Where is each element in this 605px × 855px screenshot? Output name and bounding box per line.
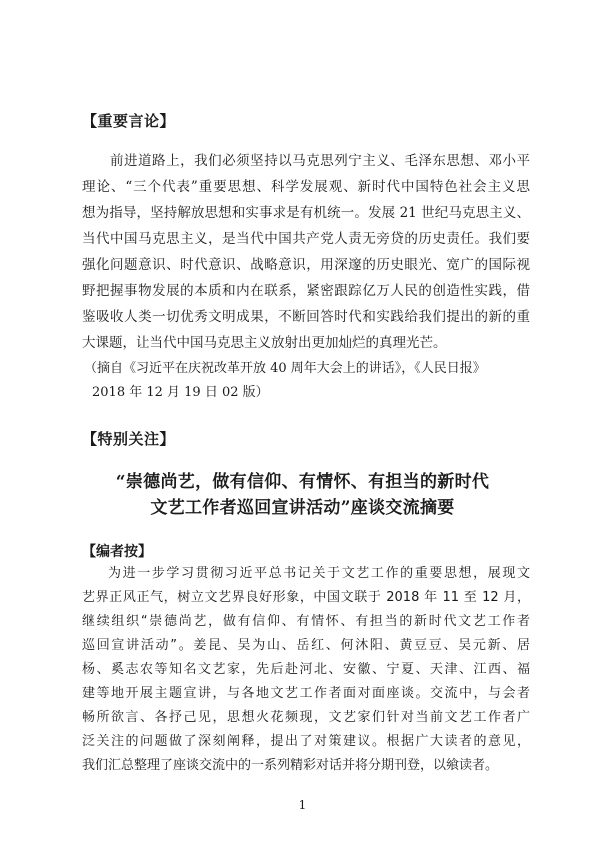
page-number: 1 [298,798,307,812]
section-heading-important-remarks: 【重要言论】 [82,112,176,130]
editor-note-line: 杨、奚志农等知名文艺家，先后赴河北、安徽、宁夏、天津、江西、福 [82,662,530,677]
editor-note-line: 继续组织“崇德尚艺，做有信仰、有情怀、有担当的新时代文艺工作者 [82,614,530,629]
source-citation-date: 2018 年 12 月 19 日 02 版） [92,385,269,400]
paragraph-line: 强化问题意识、时代意识、战略意识，用深邃的历史眼光、宽广的国际视 [82,257,530,273]
article-title-line-2: 文艺工作者巡回宣讲活动”座谈交流摘要 [150,498,455,518]
editor-note-line: 畅所欲言、各抒己见，思想火花频现，文艺家们针对当前文艺工作者广 [82,710,530,725]
editor-note-line: 艺界正风正气，树立文艺界良好形象，中国文联于 2018 年 11 至 12 月， [82,590,530,605]
paragraph-line: 当代中国马克思主义，是当代中国共产党人责无旁贷的历史责任。我们要 [82,231,530,247]
paragraph-line: 野把握事物发展的本质和内在联系，紧密跟踪亿万人民的创造性实践，借 [82,283,530,299]
article-title-line-1: “崇德尚艺，做有信仰、有情怀、有担当的新时代 [115,472,490,492]
editor-note-line: 巡回宣讲活动”。姜昆、吴为山、岳红、何沐阳、黄豆豆、吴元新、居 [82,638,530,653]
paragraph-line: 理论、“三个代表”重要思想、科学发展观、新时代中国特色社会主义思 [82,179,530,195]
editor-note-line: 我们汇总整理了座谈交流中的一系列精彩对话并将分期刊登，以飨读者。 [82,758,499,773]
paragraph-line: 前进道路上，我们必须坚持以马克思列宁主义、毛泽东思想、邓小平 [110,153,530,169]
editor-note-line: 建等地开展主题宣讲，与各地文艺工作者面对面座谈。交流中，与会者 [82,686,530,701]
editor-note-label: 【编者按】 [82,544,152,560]
editor-note-line: 为进一步学习贯彻习近平总书记关于文艺工作的重要思想，展现文 [108,566,530,581]
paragraph-line: 想为指导，坚持解放思想和实事求是有机统一。发展 21 世纪马克思主义、 [82,205,530,221]
paragraph-line: 大课题，让当代中国马克思主义放射出更加灿烂的真理光芒。 [82,335,447,351]
section-heading-special-focus: 【特别关注】 [82,430,176,448]
paragraph-line: 鉴吸收人类一切优秀文明成果，不断回答时代和实践给我们提出的新的重 [82,309,530,325]
editor-note-line: 泛关注的问题做了深刻阐释，提出了对策建议。根据广大读者的意见， [82,734,530,749]
source-citation: （摘自《习近平在庆祝改革开放 40 周年大会上的讲话》，《人民日报》 [84,361,486,376]
